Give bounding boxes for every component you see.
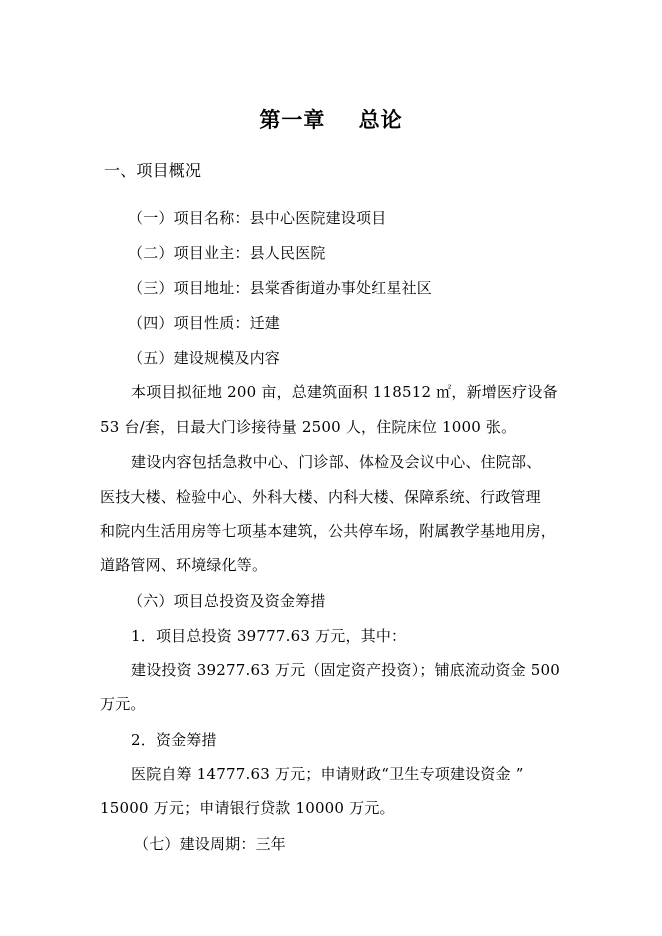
content-paragraph-line: 道路管网、环境绿化等。 bbox=[100, 556, 268, 574]
investment-heading: （六）项目总投资及资金筹措 bbox=[128, 592, 326, 610]
section-heading: 一、项目概况 bbox=[104, 161, 202, 180]
construction-period: （七）建设周期：三年 bbox=[134, 835, 287, 853]
investment-total: 1．项目总投资 39777.63 万元，其中： bbox=[131, 627, 407, 645]
funding-heading: 2．资金筹措 bbox=[131, 731, 217, 749]
content-paragraph-line: 医技大楼、检验中心、外科大楼、内科大楼、保障系统、行政管理 bbox=[100, 488, 541, 506]
content-paragraph-line: 和院内生活用房等七项基本建筑，公共停车场，附属教学基地用房， bbox=[100, 522, 557, 540]
scale-paragraph-line: 本项目拟征地 200 亩，总建筑面积 118512 ㎡，新增医疗设备 bbox=[131, 383, 558, 401]
scale-paragraph-line: 53 台/套，日最大门诊接待量 2500 人，住院床位 1000 张。 bbox=[100, 418, 517, 436]
content-paragraph-line: 建设内容包括急救中心、门诊部、体检及会议中心、住院部、 bbox=[131, 453, 542, 471]
item-project-name: （一）项目名称：县中心医院建设项目 bbox=[128, 209, 387, 227]
item-project-owner: （二）项目业主：县人民医院 bbox=[128, 244, 326, 262]
item-project-nature: （四）项目性质：迁建 bbox=[128, 314, 281, 332]
item-project-address: （三）项目地址：县棠香街道办事处红星社区 bbox=[128, 279, 433, 297]
funding-detail-line: 医院自筹 14777.63 万元；申请财政“卫生专项建设资金 ” bbox=[131, 765, 524, 783]
funding-detail-line: 15000 万元；申请银行贷款 10000 万元。 bbox=[100, 799, 395, 817]
investment-detail-line: 万元。 bbox=[100, 695, 146, 713]
page-title: 第一章 总论 bbox=[259, 107, 403, 132]
investment-detail-line: 建设投资 39277.63 万元（固定资产投资）；铺底流动资金 500 bbox=[131, 661, 561, 679]
item-scale-heading: （五）建设规模及内容 bbox=[128, 349, 281, 367]
